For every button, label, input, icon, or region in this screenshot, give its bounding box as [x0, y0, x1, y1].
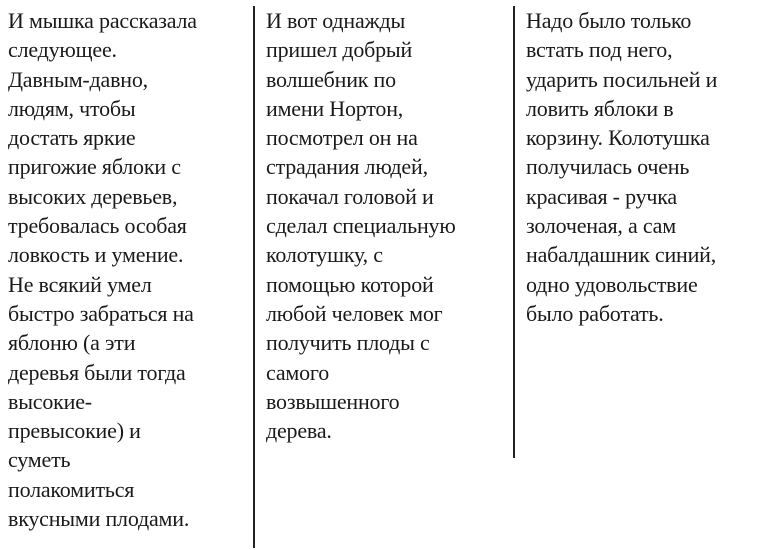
text-line: Давным-давно,: [8, 66, 148, 92]
text-line: следующее.: [8, 37, 117, 63]
text-line: получилась очень: [526, 154, 690, 180]
text-line: яблоню (а эти: [8, 330, 136, 356]
text-line: одно удовольствие: [526, 271, 698, 297]
text-line: имени Нортон,: [266, 95, 404, 121]
text-line: встать под него,: [526, 37, 673, 63]
text-line: ударить посильней и: [526, 66, 718, 92]
text-line: превысокие) и: [8, 418, 141, 444]
text-line: колотушку, с: [266, 242, 383, 268]
text-line: людям, чтобы: [8, 95, 136, 121]
text-line: страдания людей,: [266, 154, 428, 180]
text-line: высоких деревьев,: [8, 183, 178, 209]
text-line: достать яркие: [8, 125, 136, 151]
story-column-3: [526, 6, 766, 328]
text-line: сделал специальную: [266, 213, 456, 239]
text-line: любой человек мог: [266, 300, 443, 326]
text-line: дерева.: [266, 418, 332, 444]
text-line: было работать.: [526, 300, 664, 326]
text-line: требовалась особая: [8, 213, 187, 239]
text-line: красивая - ручка: [526, 183, 677, 209]
text-line: деревья были тогда: [8, 359, 186, 385]
text-line: Не всякий умел: [8, 271, 152, 297]
text-line: волшебник по: [266, 66, 396, 92]
story-column-1: [8, 6, 248, 533]
text-line: вкусными плодами.: [8, 506, 190, 532]
text-line: корзину. Колотушка: [526, 125, 710, 151]
column-divider: [253, 6, 255, 548]
text-line: высокие-: [8, 388, 92, 414]
text-line: пригожие яблоки с: [8, 154, 181, 180]
text-line: пришел добрый: [266, 37, 413, 63]
text-line: возвышенного: [266, 388, 400, 414]
text-line: И мышка рассказала: [8, 8, 197, 33]
text-line: набалдашник синий,: [526, 242, 717, 268]
text-line: быстро забраться на: [8, 300, 194, 326]
text-line: посмотрел он на: [266, 125, 418, 151]
text-line: Надо было только: [526, 8, 692, 33]
text-line: суметь: [8, 447, 71, 473]
text-line: И вот однажды: [266, 8, 406, 33]
text-line: самого: [266, 359, 329, 385]
text-line: ловить яблоки в: [526, 95, 674, 121]
column-divider: [513, 6, 515, 458]
text-line: покачал головой и: [266, 183, 434, 209]
text-line: получить плоды с: [266, 330, 430, 356]
text-line: полакомиться: [8, 476, 135, 502]
text-line: золоченая, а сам: [526, 213, 676, 239]
story-column-2: [266, 6, 506, 445]
text-line: помощью которой: [266, 271, 434, 297]
text-line: ловкость и умение.: [8, 242, 184, 268]
